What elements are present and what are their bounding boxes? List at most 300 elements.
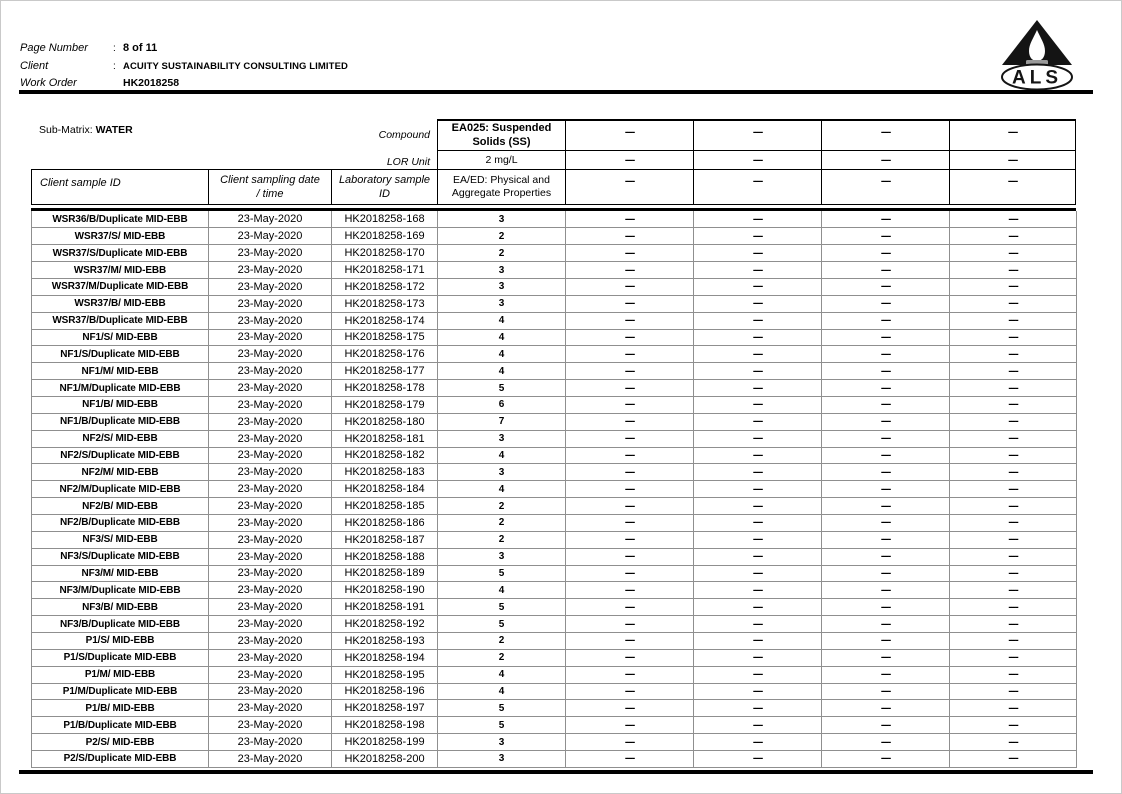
empty-result-cell: ---- <box>950 245 1077 262</box>
empty-result-cell: ---- <box>694 531 822 548</box>
client-sample-id-cell: NF1/M/ MID-EBB <box>32 363 209 380</box>
lab-sample-id-cell: HK2018258-197 <box>332 700 438 717</box>
client-sample-id-cell: WSR37/B/Duplicate MID-EBB <box>32 312 209 329</box>
empty-result-cell: ---- <box>950 396 1077 413</box>
client-sample-id-cell: WSR37/M/ MID-EBB <box>32 262 209 279</box>
sampling-date-cell: 23-May-2020 <box>209 346 332 363</box>
result-value-cell: 3 <box>438 464 566 481</box>
lab-sample-id-cell: HK2018258-175 <box>332 329 438 346</box>
empty-result-cell: ---- <box>822 295 950 312</box>
empty-result-cell: ---- <box>950 632 1077 649</box>
sampling-date-cell: 23-May-2020 <box>209 632 332 649</box>
client-sample-id-cell: NF1/M/Duplicate MID-EBB <box>32 380 209 397</box>
table-row <box>32 346 1077 363</box>
empty-result-cell: ---- <box>822 582 950 599</box>
client-sample-id-cell: WSR37/B/ MID-EBB <box>32 295 209 312</box>
empty-result-cell: ---- <box>822 245 950 262</box>
client-sample-id-cell: WSR36/B/Duplicate MID-EBB <box>32 211 209 228</box>
header-rule <box>19 90 1093 94</box>
client-sample-id-cell: NF1/S/Duplicate MID-EBB <box>32 346 209 363</box>
empty-result-cell: ---- <box>950 616 1077 633</box>
empty-result-cell: ---- <box>566 262 694 279</box>
analyte-name-header <box>437 119 565 150</box>
lab-sample-id-cell: HK2018258-173 <box>332 295 438 312</box>
client-sample-id-cell: NF2/M/Duplicate MID-EBB <box>32 481 209 498</box>
empty-result-cell: ---- <box>950 514 1077 531</box>
sample-rows <box>32 211 1077 767</box>
empty-result-cell: ---- <box>694 548 822 565</box>
result-value-cell: 5 <box>438 700 566 717</box>
empty-result-cell: ---- <box>566 514 694 531</box>
client-sample-id-cell: P1/S/Duplicate MID-EBB <box>32 649 209 666</box>
sampling-date-cell: 23-May-2020 <box>209 582 332 599</box>
client-sample-id-cell: WSR37/S/Duplicate MID-EBB <box>32 245 209 262</box>
sampling-date-cell: 23-May-2020 <box>209 228 332 245</box>
client-value: ACUITY SUSTAINABILITY CONSULTING LIMITED <box>123 60 348 72</box>
result-value-cell: 5 <box>438 380 566 397</box>
sampling-date-cell: 23-May-2020 <box>209 751 332 768</box>
empty-result-cell: ---- <box>950 346 1077 363</box>
client-sample-id-cell: NF3/S/Duplicate MID-EBB <box>32 548 209 565</box>
lab-sample-id-cell: HK2018258-177 <box>332 363 438 380</box>
result-value-cell: 3 <box>438 295 566 312</box>
sampling-date-cell: 23-May-2020 <box>209 481 332 498</box>
lab-sample-id-cell: HK2018258-200 <box>332 751 438 768</box>
empty-result-cell: ---- <box>694 700 822 717</box>
sampling-date-cell: 23-May-2020 <box>209 514 332 531</box>
empty-result-cell: ---- <box>694 717 822 734</box>
lab-sample-id-cell: HK2018258-195 <box>332 666 438 683</box>
sampling-date-cell: 23-May-2020 <box>209 329 332 346</box>
lab-sample-id-cell: HK2018258-198 <box>332 717 438 734</box>
als-logo-text: ALS <box>1012 67 1062 89</box>
sampling-date-cell: 23-May-2020 <box>209 278 332 295</box>
empty-result-cell: ---- <box>822 565 950 582</box>
empty-result-cell: ---- <box>950 430 1077 447</box>
sampling-date-cell: 23-May-2020 <box>209 262 332 279</box>
empty-lor-header: ---- <box>949 150 1076 169</box>
client-sample-id-cell: NF3/B/ MID-EBB <box>32 599 209 616</box>
table-row <box>32 531 1077 548</box>
client-sample-id-cell: P1/B/ MID-EBB <box>32 700 209 717</box>
empty-result-cell: ---- <box>950 666 1077 683</box>
empty-result-cell: ---- <box>694 245 822 262</box>
client-sample-id-cell: NF3/B/Duplicate MID-EBB <box>32 616 209 633</box>
lab-sample-id-cell: HK2018258-183 <box>332 464 438 481</box>
empty-result-cell: ---- <box>822 548 950 565</box>
empty-result-cell: ---- <box>694 413 822 430</box>
client-sample-id-cell: NF3/S/ MID-EBB <box>32 531 209 548</box>
empty-result-cell: ---- <box>566 278 694 295</box>
sampling-date-cell: 23-May-2020 <box>209 498 332 515</box>
empty-result-cell: ---- <box>566 329 694 346</box>
result-value-cell: 5 <box>438 717 566 734</box>
empty-result-cell: ---- <box>950 565 1077 582</box>
table-row <box>32 548 1077 565</box>
empty-result-cell: ---- <box>950 312 1077 329</box>
sampling-date-cell: 23-May-2020 <box>209 312 332 329</box>
result-value-cell: 3 <box>438 430 566 447</box>
empty-result-cell: ---- <box>694 481 822 498</box>
sampling-date-cell: 23-May-2020 <box>209 245 332 262</box>
empty-result-cell: ---- <box>694 565 822 582</box>
table-row <box>32 430 1077 447</box>
sampling-date-cell: 23-May-2020 <box>209 531 332 548</box>
empty-result-cell: ---- <box>822 413 950 430</box>
empty-result-cell: ---- <box>566 632 694 649</box>
lab-sample-id-cell: HK2018258-194 <box>332 649 438 666</box>
empty-result-cell: ---- <box>950 717 1077 734</box>
empty-result-cell: ---- <box>822 616 950 633</box>
empty-result-cell: ---- <box>566 582 694 599</box>
empty-result-cell: ---- <box>950 649 1077 666</box>
table-row <box>32 245 1077 262</box>
empty-result-cell: ---- <box>822 228 950 245</box>
result-value-cell: 2 <box>438 498 566 515</box>
sampling-date-cell: 23-May-2020 <box>209 211 332 228</box>
empty-result-cell: ---- <box>694 363 822 380</box>
table-row <box>32 565 1077 582</box>
empty-result-cell: ---- <box>566 599 694 616</box>
sampling-date-cell: 23-May-2020 <box>209 413 332 430</box>
sampling-date-cell: 23-May-2020 <box>209 666 332 683</box>
lab-sample-id-cell: HK2018258-189 <box>332 565 438 582</box>
empty-result-cell: ---- <box>694 498 822 515</box>
table-header <box>31 119 1076 205</box>
lab-sample-id-cell: HK2018258-168 <box>332 211 438 228</box>
sampling-date-line2: / time <box>256 188 284 200</box>
client-sample-id-cell: P1/B/Duplicate MID-EBB <box>32 717 209 734</box>
empty-result-cell: ---- <box>694 346 822 363</box>
table-row <box>32 295 1077 312</box>
client-sample-id-cell: WSR37/S/ MID-EBB <box>32 228 209 245</box>
result-value-cell: 4 <box>438 582 566 599</box>
client-sample-id-cell: NF1/B/ MID-EBB <box>32 396 209 413</box>
lab-sample-id-cell: HK2018258-191 <box>332 599 438 616</box>
client-sample-id-cell: NF1/B/Duplicate MID-EBB <box>32 413 209 430</box>
empty-result-cell: ---- <box>566 380 694 397</box>
empty-result-cell: ---- <box>950 548 1077 565</box>
sampling-date-cell: 23-May-2020 <box>209 683 332 700</box>
empty-result-cell: ---- <box>950 295 1077 312</box>
empty-result-cell: ---- <box>822 666 950 683</box>
empty-result-cell: ---- <box>694 329 822 346</box>
empty-result-cell: ---- <box>566 312 694 329</box>
client-sample-id-cell: P2/S/Duplicate MID-EBB <box>32 751 209 768</box>
lab-sample-id-cell: HK2018258-181 <box>332 430 438 447</box>
sampling-date-cell: 23-May-2020 <box>209 464 332 481</box>
empty-result-cell: ---- <box>566 295 694 312</box>
empty-result-cell: ---- <box>566 346 694 363</box>
empty-result-cell: ---- <box>566 751 694 768</box>
empty-result-cell: ---- <box>694 599 822 616</box>
empty-result-cell: ---- <box>694 666 822 683</box>
lab-sample-id-cell: HK2018258-199 <box>332 734 438 751</box>
empty-compound-header: ---- <box>693 119 821 150</box>
empty-result-cell: ---- <box>822 278 950 295</box>
client-sample-id-cell: NF2/M/ MID-EBB <box>32 464 209 481</box>
empty-result-cell: ---- <box>694 278 822 295</box>
lab-sample-line1: Laboratory sample <box>338 173 431 186</box>
result-value-cell: 4 <box>438 481 566 498</box>
sampling-date-cell: 23-May-2020 <box>209 430 332 447</box>
table-row <box>32 464 1077 481</box>
table-row <box>32 717 1077 734</box>
table-row <box>32 312 1077 329</box>
table-row <box>32 262 1077 279</box>
work-order-label: Work Order <box>20 77 77 89</box>
empty-result-cell: ---- <box>566 464 694 481</box>
empty-result-cell: ---- <box>566 396 694 413</box>
empty-result-cell: ---- <box>822 430 950 447</box>
result-value-cell: 7 <box>438 413 566 430</box>
lab-sample-id-cell: HK2018258-169 <box>332 228 438 245</box>
empty-result-cell: ---- <box>822 734 950 751</box>
sampling-date-cell: 23-May-2020 <box>209 396 332 413</box>
empty-compound-header: ---- <box>565 119 693 150</box>
result-value-cell: 3 <box>438 734 566 751</box>
empty-result-cell: ---- <box>950 683 1077 700</box>
sub-matrix-value: WATER <box>95 124 133 136</box>
work-order-value: HK2018258 <box>123 77 180 89</box>
empty-result-cell: ---- <box>950 380 1077 397</box>
result-value-cell: 2 <box>438 245 566 262</box>
empty-result-cell: ---- <box>566 430 694 447</box>
sub-matrix <box>39 124 133 136</box>
sampling-date-cell: 23-May-2020 <box>209 447 332 464</box>
empty-result-cell: ---- <box>566 211 694 228</box>
empty-compound-header: ---- <box>821 119 949 150</box>
table-row <box>32 751 1077 768</box>
empty-result-cell: ---- <box>566 666 694 683</box>
client-sample-id-cell: P1/M/Duplicate MID-EBB <box>32 683 209 700</box>
empty-result-cell: ---- <box>822 464 950 481</box>
empty-result-cell: ---- <box>822 683 950 700</box>
empty-result-cell: ---- <box>566 447 694 464</box>
empty-result-cell: ---- <box>822 717 950 734</box>
empty-result-cell: ---- <box>822 700 950 717</box>
lab-sample-id-cell: HK2018258-185 <box>332 498 438 515</box>
table-row <box>32 582 1077 599</box>
sampling-date-cell: 23-May-2020 <box>209 734 332 751</box>
separator-colon: : <box>113 43 116 54</box>
lor-unit-value: 2 mg/L <box>437 150 565 169</box>
empty-result-cell: ---- <box>694 262 822 279</box>
empty-result-cell: ---- <box>950 582 1077 599</box>
client-field <box>20 58 348 76</box>
table-row <box>32 616 1077 633</box>
sampling-date-cell: 23-May-2020 <box>209 380 332 397</box>
client-sample-id-cell: NF2/S/Duplicate MID-EBB <box>32 447 209 464</box>
client-sample-id-cell: WSR37/M/Duplicate MID-EBB <box>32 278 209 295</box>
empty-result-cell: ---- <box>822 262 950 279</box>
page-number-label: Page Number <box>20 42 88 54</box>
sampling-date-cell: 23-May-2020 <box>209 565 332 582</box>
empty-result-cell: ---- <box>950 211 1077 228</box>
client-sample-id-cell: P1/S/ MID-EBB <box>32 632 209 649</box>
empty-result-cell: ---- <box>950 700 1077 717</box>
table-row <box>32 649 1077 666</box>
sampling-date-cell: 23-May-2020 <box>209 700 332 717</box>
sampling-date-cell: 23-May-2020 <box>209 599 332 616</box>
empty-result-cell: ---- <box>822 649 950 666</box>
lor-unit-label: LOR Unit <box>386 156 430 168</box>
empty-result-cell: ---- <box>950 278 1077 295</box>
empty-result-cell: ---- <box>566 649 694 666</box>
document-header <box>20 40 348 92</box>
lab-sample-id-cell: HK2018258-187 <box>332 531 438 548</box>
empty-result-cell: ---- <box>694 751 822 768</box>
lab-sample-id-cell: HK2018258-182 <box>332 447 438 464</box>
empty-result-cell: ---- <box>694 514 822 531</box>
empty-result-cell: ---- <box>694 616 822 633</box>
sampling-date-cell: 23-May-2020 <box>209 363 332 380</box>
table-row <box>32 447 1077 464</box>
empty-result-cell: ---- <box>822 312 950 329</box>
result-value-cell: 4 <box>438 312 566 329</box>
analyte-name-line1: EA025: Suspended <box>451 122 552 134</box>
table-row <box>32 514 1077 531</box>
result-value-cell: 6 <box>438 396 566 413</box>
empty-result-cell: ---- <box>822 514 950 531</box>
lab-sample-id-cell: HK2018258-188 <box>332 548 438 565</box>
empty-result-cell: ---- <box>950 599 1077 616</box>
empty-result-cell: ---- <box>694 228 822 245</box>
lab-sample-id-cell: HK2018258-192 <box>332 616 438 633</box>
result-value-cell: 3 <box>438 548 566 565</box>
empty-result-cell: ---- <box>822 396 950 413</box>
sampling-date-cell: 23-May-2020 <box>209 548 332 565</box>
empty-result-cell: ---- <box>694 649 822 666</box>
empty-result-cell: ---- <box>694 312 822 329</box>
empty-result-cell: ---- <box>822 363 950 380</box>
table-row <box>32 599 1077 616</box>
sub-matrix-label: Sub-Matrix: <box>39 124 93 136</box>
empty-result-cell: ---- <box>950 262 1077 279</box>
table-row <box>32 363 1077 380</box>
method-line1: EA/ED: Physical and <box>453 173 550 186</box>
empty-result-cell: ---- <box>950 481 1077 498</box>
lab-sample-id-cell: HK2018258-196 <box>332 683 438 700</box>
table-row <box>32 481 1077 498</box>
empty-result-cell: ---- <box>950 447 1077 464</box>
result-value-cell: 3 <box>438 211 566 228</box>
result-value-cell: 4 <box>438 329 566 346</box>
empty-result-cell: ---- <box>694 295 822 312</box>
sampling-date-cell: 23-May-2020 <box>209 616 332 633</box>
empty-result-cell: ---- <box>566 700 694 717</box>
empty-result-cell: ---- <box>822 447 950 464</box>
empty-result-cell: ---- <box>822 632 950 649</box>
lab-sample-id-cell: HK2018258-171 <box>332 262 438 279</box>
analyte-name-line2: Solids (SS) <box>472 135 531 148</box>
result-value-cell: 2 <box>438 228 566 245</box>
result-value-cell: 5 <box>438 565 566 582</box>
table-row <box>32 211 1077 228</box>
table-row <box>32 228 1077 245</box>
empty-method-header: ---- <box>949 169 1076 205</box>
empty-result-cell: ---- <box>566 413 694 430</box>
empty-result-cell: ---- <box>566 548 694 565</box>
client-sample-id-header: Client sample ID <box>31 169 208 205</box>
empty-result-cell: ---- <box>694 464 822 481</box>
table-row <box>32 380 1077 397</box>
result-value-cell: 2 <box>438 514 566 531</box>
header-meta-area <box>31 119 437 169</box>
result-value-cell: 3 <box>438 262 566 279</box>
empty-method-header: ---- <box>821 169 949 205</box>
empty-result-cell: ---- <box>694 683 822 700</box>
empty-result-cell: ---- <box>566 498 694 515</box>
result-value-cell: 4 <box>438 363 566 380</box>
empty-result-cell: ---- <box>950 498 1077 515</box>
empty-compound-header: ---- <box>949 119 1076 150</box>
empty-result-cell: ---- <box>566 245 694 262</box>
compound-label: Compound <box>378 129 430 141</box>
table-row <box>32 632 1077 649</box>
lab-sample-id-cell: HK2018258-178 <box>332 380 438 397</box>
separator-colon: : <box>113 60 116 72</box>
result-value-cell: 2 <box>438 531 566 548</box>
empty-result-cell: ---- <box>566 565 694 582</box>
lab-sample-id-cell: HK2018258-190 <box>332 582 438 599</box>
table-row <box>32 396 1077 413</box>
method-group-header <box>437 169 565 205</box>
table-row <box>32 683 1077 700</box>
empty-result-cell: ---- <box>822 498 950 515</box>
lab-sample-id-cell: HK2018258-180 <box>332 413 438 430</box>
sampling-date-header <box>208 169 331 205</box>
empty-result-cell: ---- <box>566 717 694 734</box>
result-value-cell: 4 <box>438 666 566 683</box>
sampling-date-cell: 23-May-2020 <box>209 649 332 666</box>
empty-result-cell: ---- <box>694 447 822 464</box>
table-row <box>32 278 1077 295</box>
empty-result-cell: ---- <box>566 481 694 498</box>
sampling-date-cell: 23-May-2020 <box>209 295 332 312</box>
table-row <box>32 413 1077 430</box>
empty-method-header: ---- <box>565 169 693 205</box>
empty-result-cell: ---- <box>950 413 1077 430</box>
lab-sample-id-cell: HK2018258-186 <box>332 514 438 531</box>
table-row <box>32 734 1077 751</box>
empty-result-cell: ---- <box>566 531 694 548</box>
empty-result-cell: ---- <box>694 632 822 649</box>
client-sample-id-cell: NF2/B/Duplicate MID-EBB <box>32 514 209 531</box>
empty-result-cell: ---- <box>566 616 694 633</box>
lab-sample-id-cell: HK2018258-184 <box>332 481 438 498</box>
empty-result-cell: ---- <box>950 363 1077 380</box>
method-line2: Aggregate Properties <box>451 187 552 199</box>
sampling-date-line1: Client sampling date <box>220 173 320 186</box>
lab-sample-id-cell: HK2018258-179 <box>332 396 438 413</box>
client-sample-id-cell: NF3/M/ MID-EBB <box>32 565 209 582</box>
empty-result-cell: ---- <box>694 396 822 413</box>
client-sample-id-cell: NF1/S/ MID-EBB <box>32 329 209 346</box>
empty-result-cell: ---- <box>566 228 694 245</box>
result-value-cell: 3 <box>438 278 566 295</box>
empty-lor-header: ---- <box>565 150 693 169</box>
lab-sample-id-cell: HK2018258-170 <box>332 245 438 262</box>
result-value-cell: 4 <box>438 683 566 700</box>
client-sample-id-cell: NF2/S/ MID-EBB <box>32 430 209 447</box>
empty-result-cell: ---- <box>822 531 950 548</box>
empty-result-cell: ---- <box>694 211 822 228</box>
empty-result-cell: ---- <box>950 734 1077 751</box>
table-row <box>32 329 1077 346</box>
lab-sample-id-header <box>331 169 437 205</box>
empty-result-cell: ---- <box>950 531 1077 548</box>
